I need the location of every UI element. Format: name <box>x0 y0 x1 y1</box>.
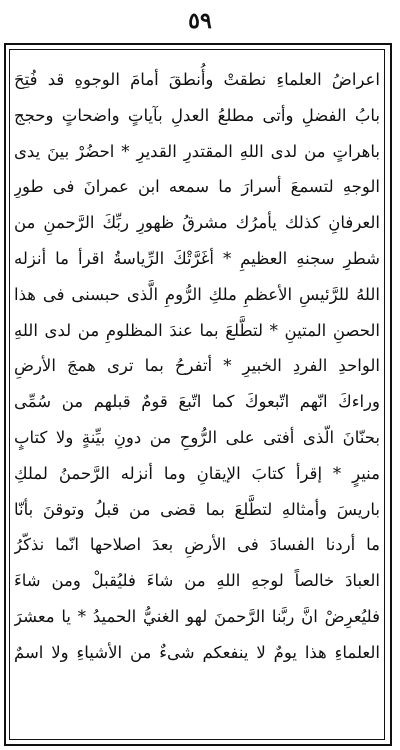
text-line: اللهُ للرَّئيسِ الأعظمِ ملكِ الرُّومِ الَّذى حبسنى فى هذا <box>14 284 380 304</box>
text-line: منيرٍ * إقرأ كتابَ الإيقانِ وما أنزله الرَّحمنُ لملكِ <box>14 463 380 483</box>
text-line: بحنّانَ الّذى أفتى على الرُّوحِ من دونِ بيِّنةٍ ولا كتابٍ <box>14 427 380 447</box>
text-line: العبادَ خالصاً لوجهِ اللهِ من شاءَ فليُقبلْ ومن شاءَ <box>14 571 380 591</box>
text-line: الوجهِ لتسمعَ أسرارَ ما سمعه ابن عمرانَ فى طورِ <box>14 177 380 197</box>
text-line: العلماءِ هذا يومٌ لا ينفعكم شىءٌ من الأشياءِ ولا اسمٌ <box>14 642 380 662</box>
text-line: العرفانِ كذلك يأمرُك مشرقُ ظهورِ ربِّكَ الرَّحمنِ من <box>14 213 380 233</box>
text-line: الواحدِ الفردِ الخبيرِ * أتفرحُ بما ترى همجَ الأرضِ <box>14 356 380 376</box>
text-line: بابُ الفضلِ وأتى مطلعُ العدلِ بآياتٍ واضحاتٍ وحجج <box>14 105 380 125</box>
text-line: ما أردنا الفسادَ فى الأرضِ بعدَ اصلاحها انّما نذكّرُ <box>14 535 380 555</box>
text-line: فليُعرِضْ انَّ ربَّنا الرَّحمنَ لهو الغنيُّ الحميدُ * يا معشرَ <box>14 606 380 626</box>
text-line: وراءكَ انّهم اتّبعوكَ كما اتّبعَ قومٌ قبلهم من سُمِّى <box>14 392 380 412</box>
text-line: شطرِ سجنهِ العظيمِ * أغَرَّتْكَ الرِّياسةُ اقرأ ما أنزله <box>14 248 380 268</box>
text-line: اعراضُ العلماءِ نطقتْ وأُنطقَ أمامَ الوجوهِ قد فُتِحَ <box>14 70 380 89</box>
body-text <box>14 62 380 671</box>
text-line: باريسَ وأمثالهِ لتطَّلعَ بما قضى من قبلُ وتوقنَ بأنّا <box>14 499 380 519</box>
text-line: الحصنِ المتينِ * لتطَّلعَ بما عندَ المظلومِ من لدى اللهِ <box>14 320 380 340</box>
page-number: ٥٩ <box>188 8 212 34</box>
text-line: باهراتٍ من لدى اللهِ المقتدرِ القديرِ * احضُرْ بينَ يدى <box>14 141 380 161</box>
